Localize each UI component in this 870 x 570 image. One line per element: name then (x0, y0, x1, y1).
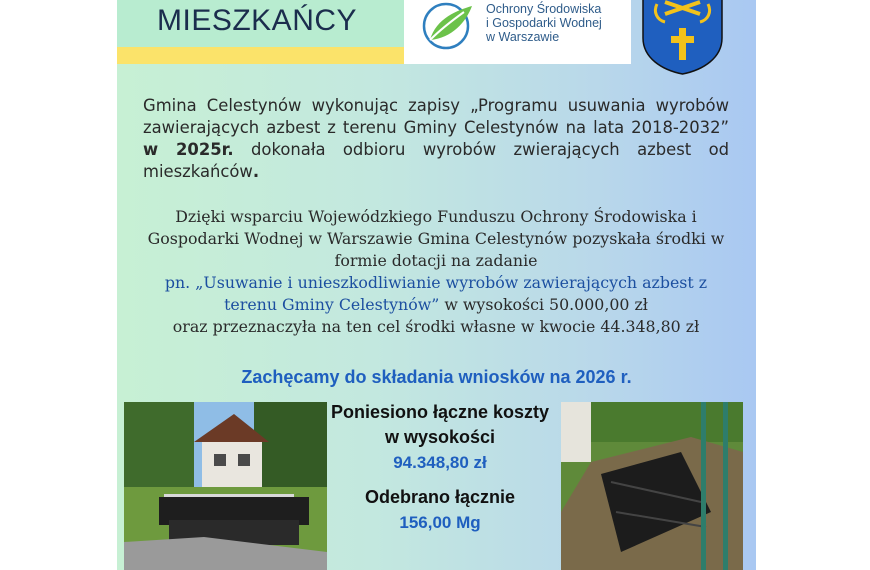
funding-paragraph (143, 206, 729, 338)
totals-summary (327, 400, 553, 535)
wfosigw-logo (404, 0, 631, 64)
leaf-logo-icon (406, 0, 486, 60)
intro-paragraph (143, 95, 729, 183)
gmina-crest-icon (635, 0, 730, 76)
intro-text-end: dokonała odbioru wyrobów zwierających azbest od mieszkańców (143, 140, 729, 181)
poster (117, 0, 756, 570)
photo-asbestos-stack-house (124, 402, 327, 570)
intro-period: . (252, 162, 260, 181)
header-accent-bar (117, 47, 404, 64)
collected-value: 156,00 Mg (399, 513, 481, 532)
intro-text: Gmina Celestynów wykonując zapisy „Programu usuwania wyrobów zawierających azbest z terenu Gminy Celestynów na lata 2018-2032” (143, 96, 729, 137)
collected-label: Odebrano łącznie (364, 487, 516, 507)
own-funds: oraz przeznaczyła na ten cel środki własne w kwocie 44.348,80 zł (172, 317, 700, 336)
task-name: pn. „Usuwanie i unieszkodliwianie wyrobów zawierających azbest z terenu Gminy Celestynów” (164, 273, 708, 314)
logo-line-3: w Warszawie (486, 30, 560, 44)
page-title: MIESZKAŃCY (157, 4, 358, 37)
grant-amount: w wysokości 50.000,00 zł (444, 295, 648, 314)
photo-asbestos-pallet (561, 402, 743, 570)
cost-label: Poniesiono łączne koszty w wysokości (330, 402, 550, 447)
call-to-action: Zachęcamy do składania wniosków na 2026 r. (241, 367, 632, 387)
cost-value: 94.348,80 zł (393, 453, 487, 472)
intro-year-bold: w 2025r. (143, 140, 234, 159)
funding-intro: Dzięki wsparciu Wojewódzkiego Funduszu Ochrony Środowiska i Gospodarki Wodnej w Warszawie Gmina Celestynów pozyskała środki w formie dotacji na zadanie (147, 207, 725, 270)
logo-line-2: i Gospodarki Wodnej (486, 16, 602, 30)
logo-line-1: Ochrony Środowiska (486, 2, 602, 16)
